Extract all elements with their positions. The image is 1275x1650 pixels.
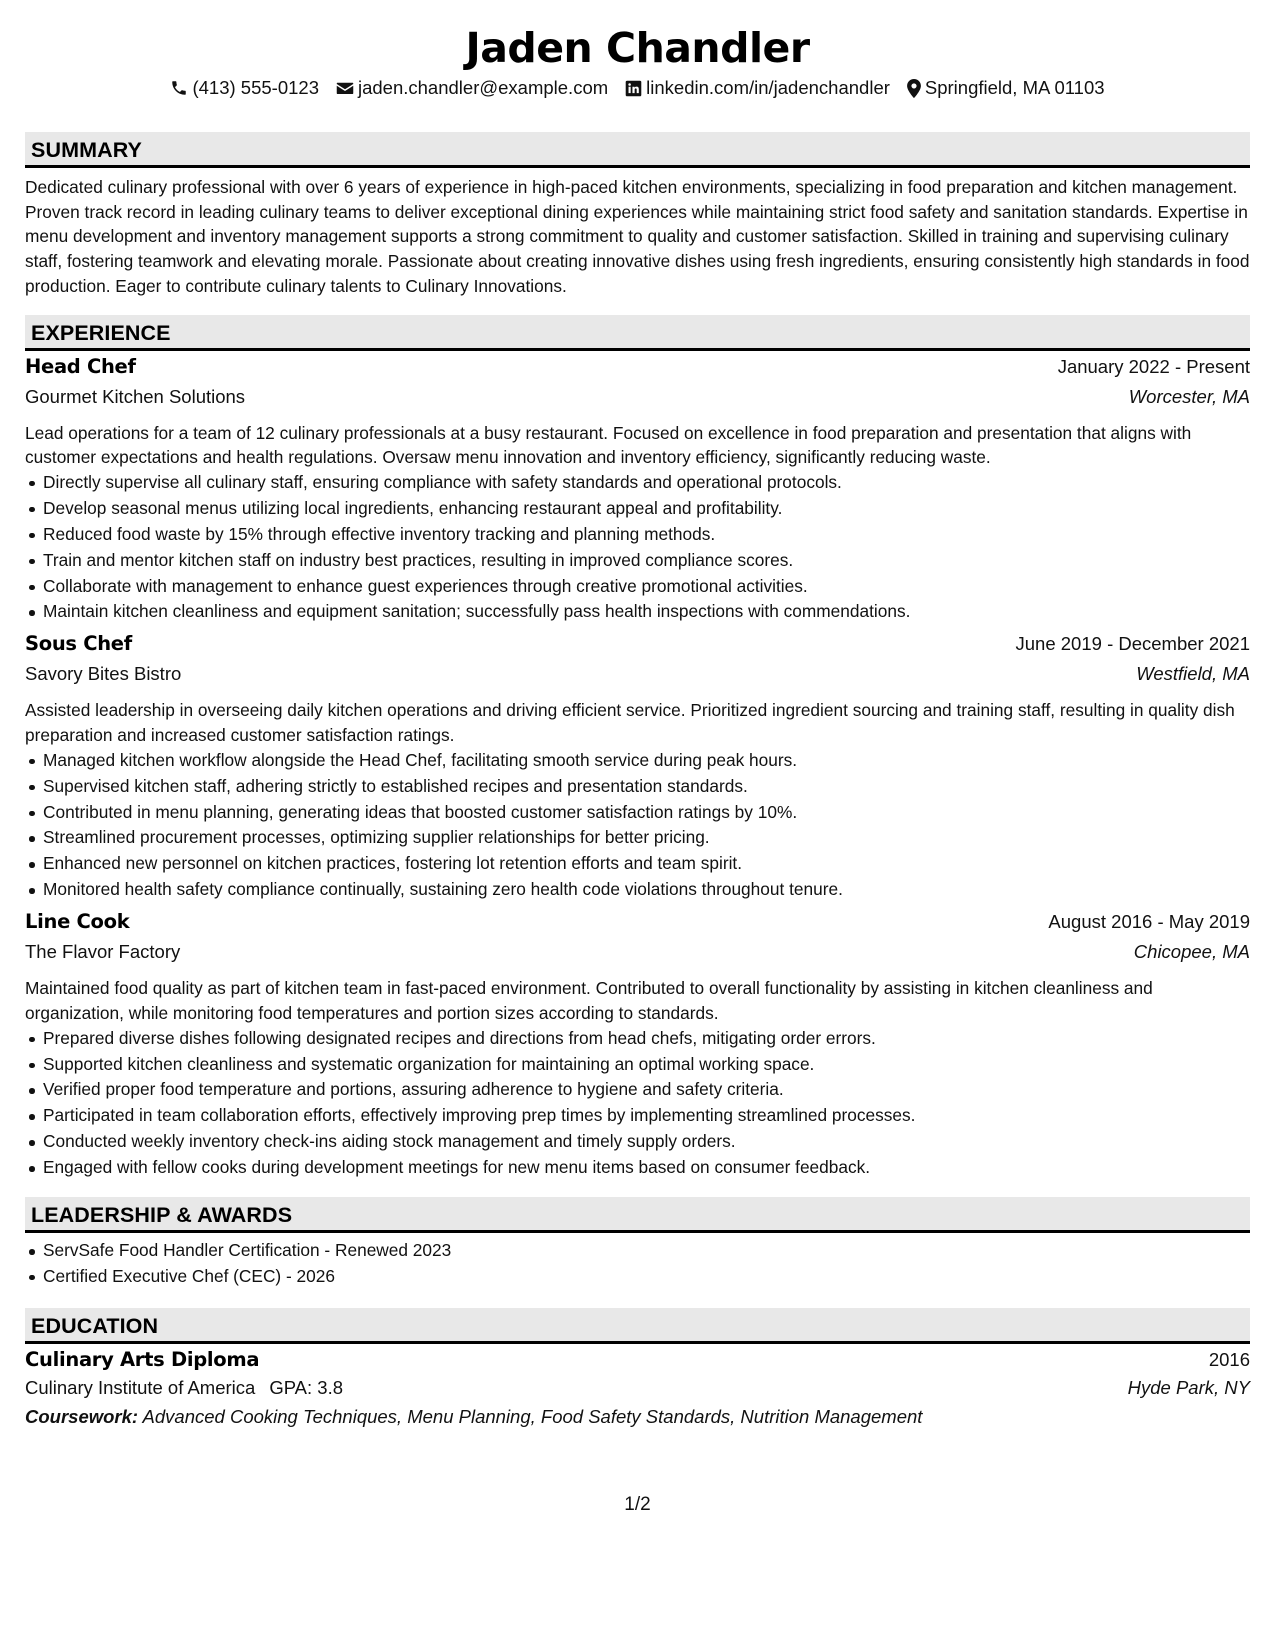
job-company: The Flavor Factory bbox=[25, 941, 181, 963]
list-item: Engaged with fellow cooks during development meetings for new menu items based on consumer feedback. bbox=[25, 1155, 1250, 1181]
envelope-icon bbox=[336, 80, 354, 96]
list-item: Enhanced new personnel on kitchen practices, fostering lot retention efforts and team spirit. bbox=[25, 851, 1250, 877]
job-company: Gourmet Kitchen Solutions bbox=[25, 385, 246, 407]
education-entry bbox=[25, 1348, 1250, 1435]
linkedin-text[interactable]: linkedin.com/in/jadenchandler bbox=[646, 77, 890, 98]
list-item: Certified Executive Chef (CEC) - 2026 bbox=[25, 1264, 1250, 1290]
contact-email[interactable] bbox=[336, 76, 608, 100]
job-bullets bbox=[25, 1026, 1250, 1181]
resume-page bbox=[25, 0, 1250, 1435]
job-description: Maintained food quality as part of kitchen team in fast-paced environment. Contributed to overall functionality by assisting in kitchen cleanliness and organization, while monitoring food temperatures and portion sizes according to standards. bbox=[25, 978, 1153, 1023]
list-item: Monitored health safety compliance continually, sustaining zero health code violations throughout tenure. bbox=[25, 877, 1250, 903]
email-text[interactable]: jaden.chandler@example.com bbox=[357, 77, 609, 98]
list-item: Supervised kitchen staff, adhering strictly to established recipes and presentation standards. bbox=[25, 774, 1250, 800]
school-info bbox=[25, 1377, 343, 1399]
job-company-row bbox=[25, 941, 1250, 972]
list-item: Reduced food waste by 15% through effective inventory tracking and planning methods. bbox=[25, 522, 1250, 548]
list-item: Participated in team collaboration efforts, effectively improving prep times by implementing streamlined processes. bbox=[25, 1103, 1250, 1129]
list-item: Collaborate with management to enhance guest experiences through creative promotional activities. bbox=[25, 574, 1250, 600]
location-text: Springfield, MA 01103 bbox=[924, 77, 1105, 98]
contact-location bbox=[907, 76, 1105, 100]
job-entry bbox=[25, 355, 1250, 626]
linkedin-icon bbox=[625, 80, 642, 97]
job-bullets bbox=[25, 470, 1250, 625]
awards-list bbox=[25, 1238, 1250, 1290]
list-item: ServSafe Food Handler Certification - Renewed 2023 bbox=[25, 1238, 1250, 1264]
job-entry bbox=[25, 910, 1250, 1181]
list-item: Maintain kitchen cleanliness and equipment sanitation; successfully pass health inspections with commendations. bbox=[25, 599, 1250, 625]
list-item: Contributed in menu planning, generating ideas that boosted customer satisfaction ratings by 10%. bbox=[25, 800, 1250, 826]
job-header bbox=[25, 910, 1250, 941]
graduation-year: 2016 bbox=[1208, 1348, 1250, 1370]
summary-heading: SUMMARY bbox=[25, 132, 1250, 168]
gpa: GPA: 3.8 bbox=[269, 1376, 344, 1398]
job-dates: January 2022 - Present bbox=[1057, 355, 1250, 377]
list-item: Conducted weekly inventory check-ins aiding stock management and timely supply orders. bbox=[25, 1129, 1250, 1155]
page-number: 1/2 bbox=[624, 1494, 651, 1515]
job-dates: June 2019 - December 2021 bbox=[1015, 633, 1250, 655]
job-location: Westfield, MA bbox=[1136, 663, 1250, 685]
list-item: Supported kitchen cleanliness and systematic organization for maintaining an optimal working space. bbox=[25, 1052, 1250, 1078]
summary-text: Dedicated culinary professional with over 6 years of experience in high-paced kitchen environments, specializing in food preparation and kitchen management. Proven track record in leading culinary teams to deliver exceptional dining experiences while maintaining strict food safety and sanitation standards. Expertise in menu development and inventory management supports a strong commitment to quality and customer satisfaction. Skilled in training and supervising culinary staff, fostering teamwork and elevating morale. Passionate about creating innovative dishes using fresh ingredients, ensuring consistently high standards in food production. Eager to contribute culinary talents to Culinary Innovations. bbox=[25, 177, 1250, 296]
experience-heading: EXPERIENCE bbox=[25, 315, 1250, 351]
list-item: Train and mentor kitchen staff on industry best practices, resulting in improved compliance scores. bbox=[25, 548, 1250, 574]
job-entry bbox=[25, 632, 1250, 903]
coursework bbox=[25, 1406, 1250, 1435]
phone-icon bbox=[170, 79, 188, 97]
job-location: Chicopee, MA bbox=[1133, 941, 1250, 963]
job-title: Line Cook bbox=[25, 910, 130, 934]
list-item: Streamlined procurement processes, optimizing supplier relationships for better pricing. bbox=[25, 825, 1250, 851]
job-company-row bbox=[25, 386, 1250, 417]
coursework-list: Advanced Cooking Techniques, Menu Planning, Food Safety Standards, Nutrition Management bbox=[142, 1405, 923, 1427]
job-title: Head Chef bbox=[25, 354, 136, 378]
job-company-row bbox=[25, 663, 1250, 694]
job-title: Sous Chef bbox=[25, 632, 132, 656]
job-location: Worcester, MA bbox=[1128, 385, 1250, 407]
list-item: Prepared diverse dishes following designated recipes and directions from head chefs, mitigating order errors. bbox=[25, 1026, 1250, 1052]
list-item: Managed kitchen workflow alongside the Head Chef, facilitating smooth service during peak hours. bbox=[25, 748, 1250, 774]
school-name: Culinary Institute of America bbox=[25, 1376, 256, 1398]
job-description: Lead operations for a team of 12 culinary professionals at a busy restaurant. Focused on excellence in food preparation and presentation that aligns with customer expectations and health regulations. Oversaw menu innovation and inventory efficiency, significantly reducing waste. bbox=[25, 422, 1192, 468]
coursework-label: Coursework: bbox=[25, 1405, 139, 1427]
job-header bbox=[25, 632, 1250, 663]
degree-title: Culinary Arts Diploma bbox=[25, 1347, 260, 1371]
candidate-name: Jaden Chandler bbox=[465, 24, 810, 72]
contact-bar bbox=[25, 76, 1250, 100]
list-item: Directly supervise all culinary staff, ensuring compliance with safety standards and operational protocols. bbox=[25, 470, 1250, 496]
education-header bbox=[25, 1348, 1250, 1377]
education-heading: EDUCATION bbox=[25, 1308, 1250, 1344]
contact-linkedin[interactable] bbox=[625, 76, 890, 100]
phone-text: (413) 555-0123 bbox=[192, 77, 319, 98]
job-company: Savory Bites Bistro bbox=[25, 663, 182, 685]
list-item: Develop seasonal menus utilizing local ingredients, enhancing restaurant appeal and profitability. bbox=[25, 496, 1250, 522]
job-dates: August 2016 - May 2019 bbox=[1048, 911, 1250, 933]
list-item: Verified proper food temperature and portions, assuring adherence to hygiene and safety criteria. bbox=[25, 1077, 1250, 1103]
awards-heading: LEADERSHIP & AWARDS bbox=[25, 1197, 1250, 1233]
map-marker-icon bbox=[907, 79, 921, 98]
school-location: Hyde Park, NY bbox=[1127, 1376, 1250, 1398]
education-school-row bbox=[25, 1377, 1250, 1406]
job-description: Assisted leadership in overseeing daily kitchen operations and driving efficient service. Prioritized ingredient sourcing and training staff, resulting in quality dish preparation and increased customer satisfaction ratings. bbox=[25, 700, 1235, 746]
job-header bbox=[25, 355, 1250, 386]
contact-phone bbox=[170, 76, 319, 100]
job-bullets bbox=[25, 748, 1250, 903]
